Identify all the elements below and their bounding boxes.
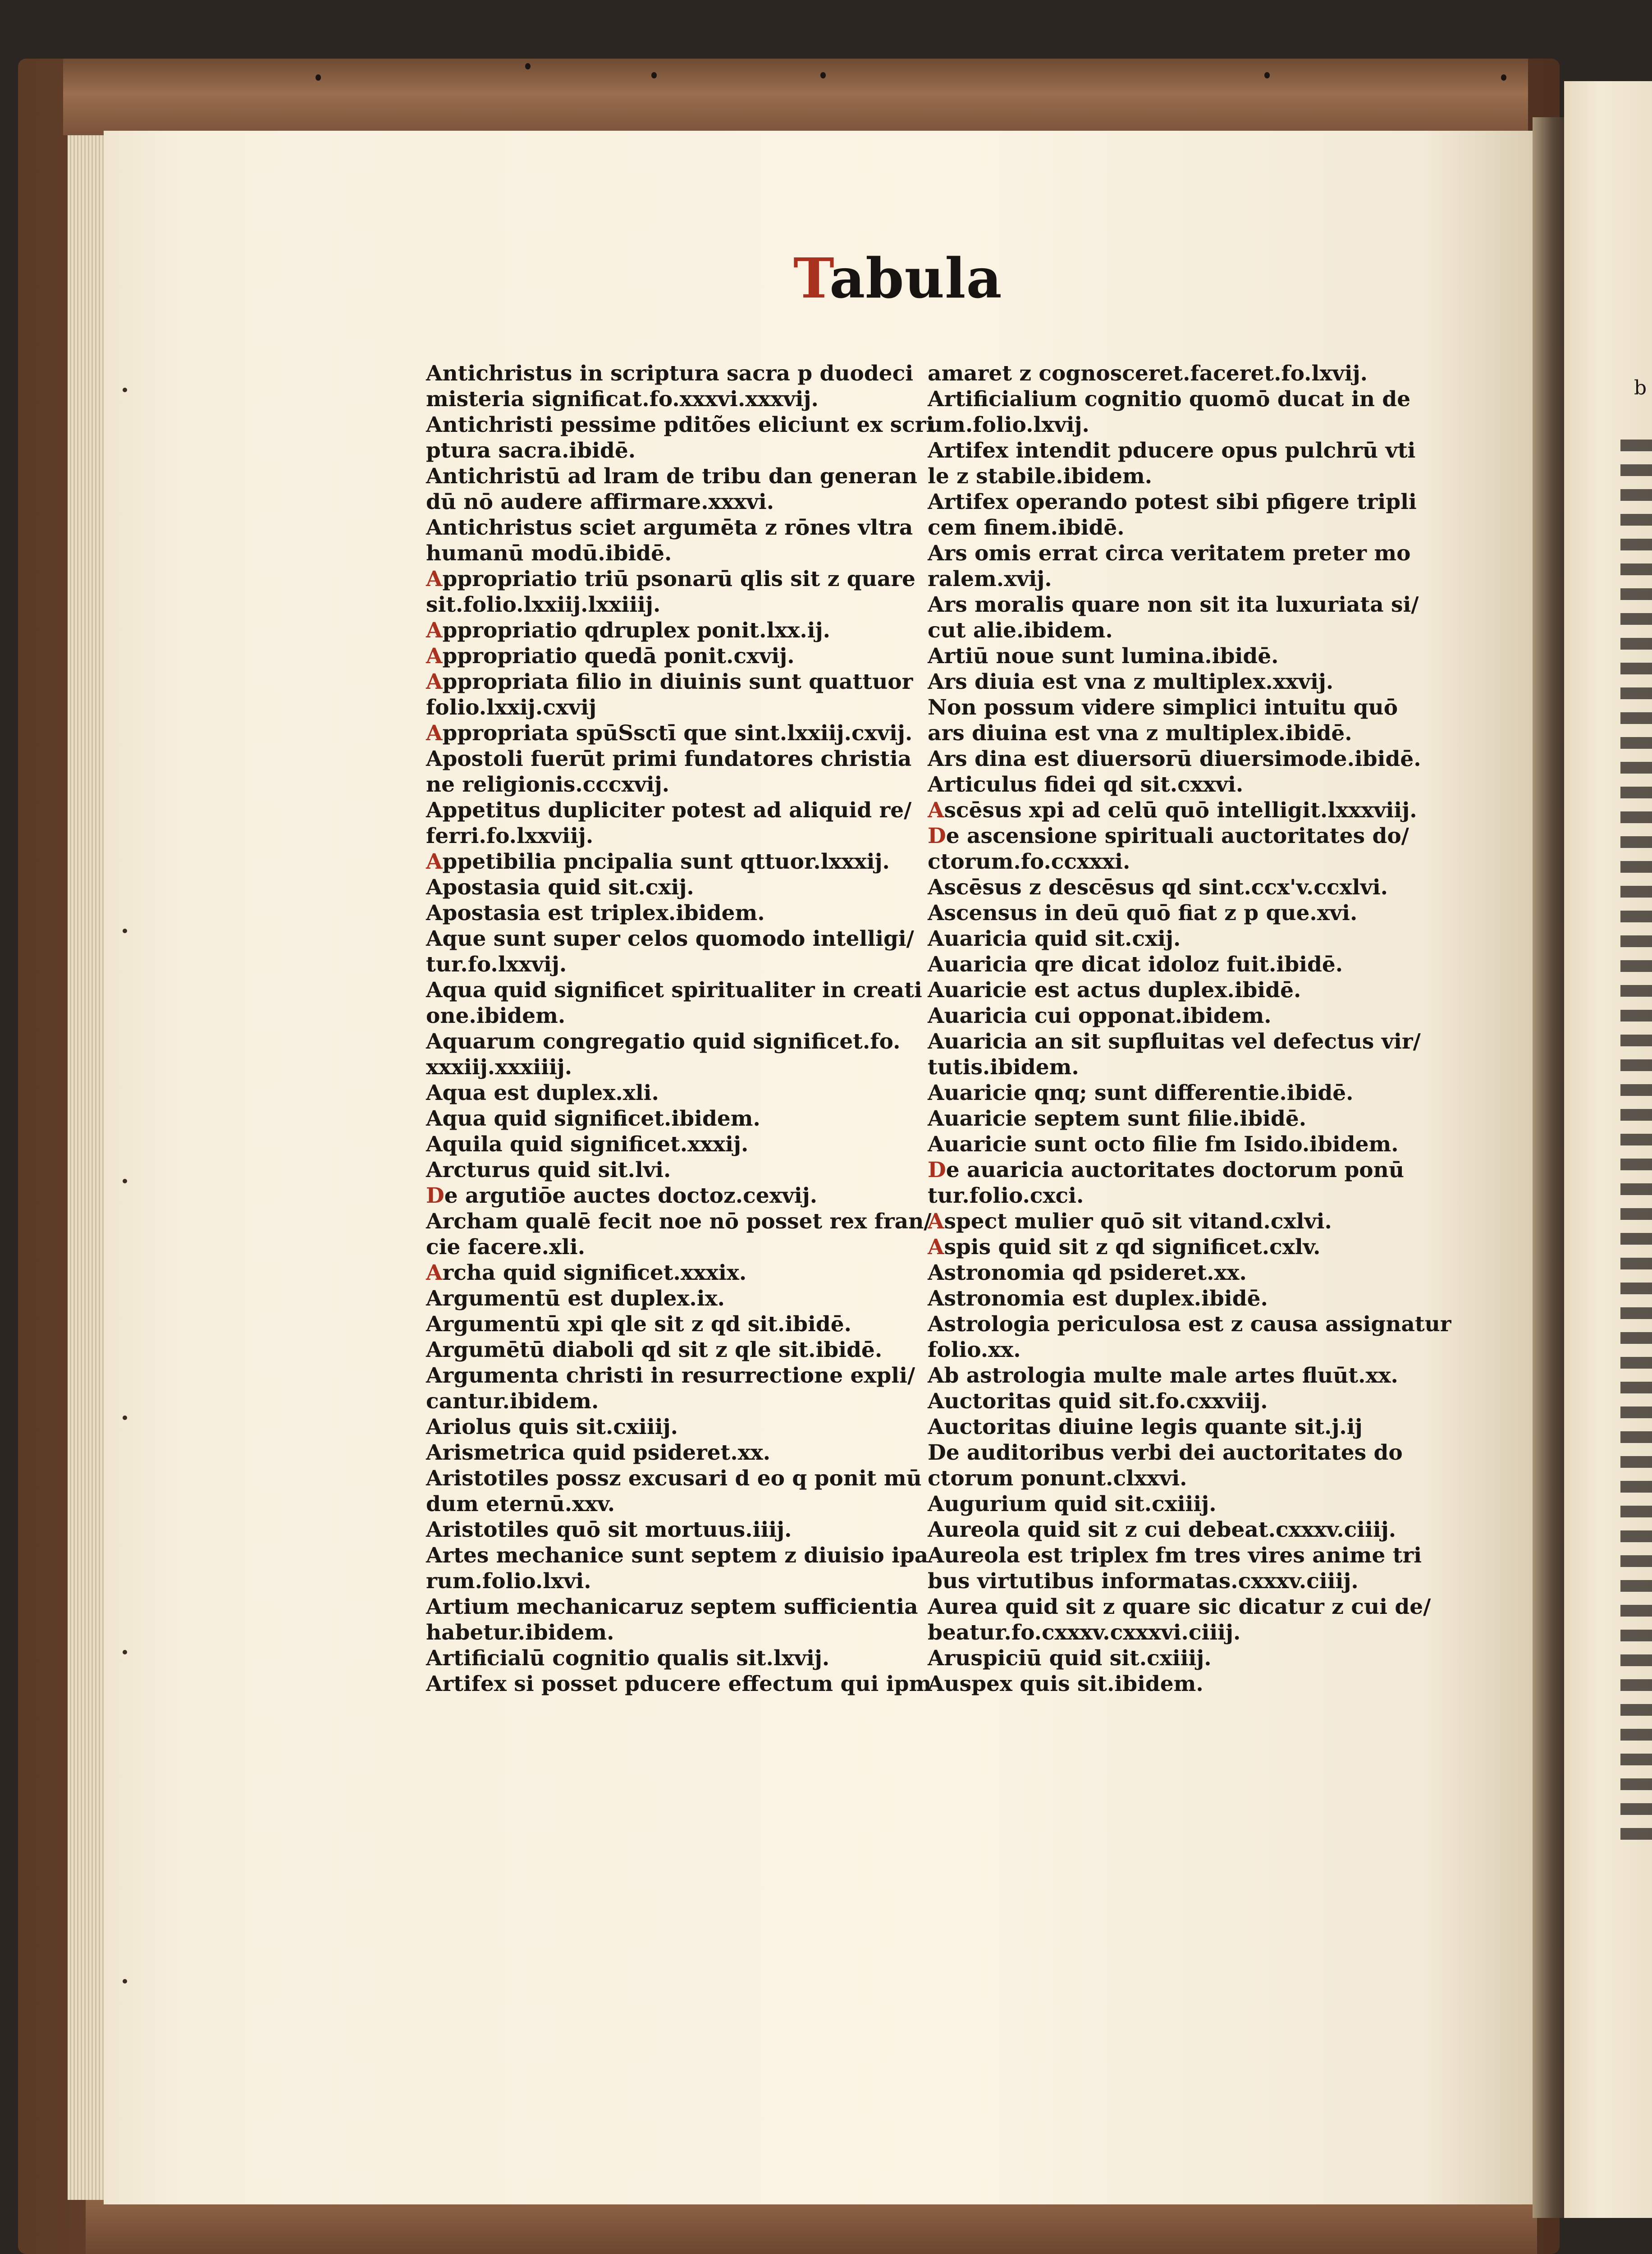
facing-page-text [1620, 1233, 1652, 1245]
prick-mark [123, 388, 127, 392]
index-entry-line: Articulus fidei qd sit.cxxvi. [928, 772, 1244, 797]
facing-page-text [1620, 1382, 1652, 1393]
index-entry-line: Auaricie septem sunt filie.ibidē. [928, 1106, 1307, 1131]
facing-page-text [1620, 1729, 1652, 1741]
index-entry-line: Antichristus in scriptura sacra p duodeci [426, 361, 914, 386]
index-entry-line: Artificialium cognitio quomō ducat in de [928, 387, 1411, 412]
entry-text: spect mulier quō sit vitand.cxlvi. [944, 1209, 1332, 1234]
index-entry-line: ne religionis.cccxvij. [426, 772, 670, 797]
index-entry-line: bus virtutibus informatas.cxxxv.ciiij. [928, 1569, 1359, 1594]
facing-page-text [1620, 1084, 1652, 1096]
index-entry-line: Arcturus quid sit.lvi. [426, 1158, 671, 1182]
facing-page-text [1620, 787, 1652, 798]
facing-page-text [1620, 1283, 1652, 1294]
signature-mark: b [1634, 376, 1647, 399]
index-entry-line: rum.folio.lxvi. [426, 1569, 591, 1594]
index-entry-line: Aquila quid significet.xxxij. [426, 1132, 749, 1157]
rubricated-initial: A [928, 798, 944, 823]
facing-page-text [1620, 1159, 1652, 1170]
index-entry-line: Artifex intendit pducere opus pulchrū vti [928, 438, 1416, 463]
entry-text: ppetibilia pncipalia sunt qttuor.lxxxij. [442, 849, 890, 874]
index-entry-line: ctorum.fo.ccxxxi. [928, 849, 1130, 874]
index-entry-line: sit.folio.lxxiij.lxxiiij. [426, 592, 661, 617]
rubricated-initial: A [426, 618, 443, 643]
index-entry-line: Auspex quis sit.ibidem. [928, 1672, 1204, 1696]
rubricated-initial: A [928, 1235, 944, 1260]
rubricated-initial: A [426, 721, 443, 746]
index-entry-line: ralem.xvij. [928, 567, 1052, 591]
facing-page-text [1620, 1431, 1652, 1443]
facing-page-text [1620, 1803, 1652, 1815]
facing-page-text [1620, 489, 1652, 501]
index-entry-line: Ascēsus z descēsus qd sint.ccx'v.ccxlvi. [928, 875, 1388, 900]
facing-page-text [1620, 762, 1652, 774]
entry-text: ppropriata filio in diuinis sunt quattuor [442, 669, 913, 694]
wormhole [1501, 74, 1506, 81]
entry-text: ppropriatio qdruplex ponit.lxx.ij. [442, 618, 830, 643]
entry-text: rcha quid significet.xxxix. [442, 1260, 747, 1285]
index-entry-line: Ars dina est diuersorū diuersimode.ibidē. [928, 747, 1421, 771]
rubricated-initial: A [426, 1260, 443, 1285]
facing-page-text [1620, 1357, 1652, 1369]
wormhole [651, 72, 657, 78]
facing-page-text [1620, 1704, 1652, 1716]
facing-page-text [1620, 1307, 1652, 1319]
facing-page-text [1620, 539, 1652, 550]
facing-page-text [1620, 1406, 1652, 1418]
index-entry-line [426, 566, 915, 592]
index-entry-line: Auaricia quid sit.cxij. [928, 926, 1181, 951]
facing-page-text [1620, 588, 1652, 600]
entry-text: ppropriata spūSsctī que sint.lxxiij.cxvij. [442, 721, 913, 746]
index-entry-line: Artifex si posset pducere effectum qui ipm [426, 1672, 932, 1696]
facing-page-text [1620, 985, 1652, 997]
wormhole [316, 74, 321, 81]
entry-text: e ascensione spirituali auctoritates do/ [946, 824, 1409, 848]
index-entry-line: Auaricie sunt octo filie fm Isido.ibidem. [928, 1132, 1399, 1157]
index-entry-line: tur.folio.cxci. [928, 1183, 1084, 1208]
facing-page-text [1620, 935, 1652, 947]
index-entry-line: ctorum ponunt.clxxvi. [928, 1466, 1187, 1491]
index-entry-line: Artifex operando potest sibi pfigere tripli [928, 490, 1417, 514]
index-entry-line: folio.lxxij.cxvij [426, 695, 597, 720]
facing-page-text [1620, 663, 1652, 674]
rubricated-initial: A [426, 849, 443, 874]
index-entry-line: Appetitus dupliciter potest ad aliquid re/ [426, 798, 912, 823]
index-entry-line: Auaricie qnq; sunt differentie.ibidē. [928, 1081, 1354, 1105]
index-entry-line [928, 823, 1410, 849]
index-entry-line: ferri.fo.lxxviij. [426, 824, 594, 848]
rubricated-initial: D [426, 1183, 444, 1208]
facing-page-text [1620, 886, 1652, 898]
prick-mark [123, 1179, 127, 1183]
rubricated-initial: A [426, 644, 443, 669]
index-entry-line [426, 849, 908, 875]
facing-page-text [1620, 1332, 1652, 1344]
index-entry-line: Auaricia an sit supfluitas vel defectus vir/ [928, 1029, 1421, 1054]
index-entry-line: cut alie.ibidem. [928, 618, 1113, 643]
index-entry-line [426, 720, 913, 746]
facing-page-text [1620, 737, 1652, 749]
index-entry-line: Aristotiles quō sit mortuus.iiij. [426, 1517, 792, 1542]
index-entry-line: Argumenta christi in resurrectione expli/ [426, 1363, 915, 1388]
index-entry-line: one.ibidem. [426, 1003, 566, 1028]
index-entry-line: Apostoli fuerūt primi fundatores christia [426, 747, 912, 771]
index-entry-line: Auaricia cui opponat.ibidem. [928, 1003, 1272, 1028]
index-entry-line: folio.xx. [928, 1338, 1021, 1362]
facing-page-text [1620, 1010, 1652, 1022]
index-entry-line: habetur.ibidem. [426, 1620, 614, 1645]
facing-page-text [1620, 1580, 1652, 1592]
facing-page-text [1620, 1605, 1652, 1617]
wormhole [820, 72, 826, 78]
facing-page-text [1620, 1134, 1652, 1145]
index-entry-line: Argumentū est duplex.ix. [426, 1286, 725, 1311]
index-entry-line: Aureola est triplex fm tres vires anime tri [928, 1543, 1422, 1568]
rubricated-initial: A [928, 1209, 944, 1234]
facing-page-text [1620, 1208, 1652, 1220]
index-entry-line: Aqua quid significet.ibidem. [426, 1106, 760, 1131]
facing-page-text [1620, 440, 1652, 451]
index-entry-line: Ariolus quis sit.cxiiij. [426, 1415, 678, 1439]
index-entry-line: Arismetrica quid psideret.xx. [426, 1440, 771, 1465]
facing-page-text [1620, 1679, 1652, 1691]
facing-page-text [1620, 836, 1652, 848]
facing-page-text [1620, 687, 1652, 699]
index-entry-line: Artium mechanicaruz septem sufficientia [426, 1594, 918, 1619]
index-entry-line: Augurium quid sit.cxiiij. [928, 1492, 1217, 1516]
facing-page-text [1620, 1183, 1652, 1195]
facing-page-text [1620, 464, 1652, 476]
index-entry-line: cem finem.ibidē. [928, 515, 1125, 540]
index-entry-line: misteria significat.fo.xxxvi.xxxvij. [426, 387, 819, 412]
index-entry-line: Auctoritas quid sit.fo.cxxviij. [928, 1389, 1268, 1414]
index-entry-line: dū nō audere affirmare.xxxvi. [426, 490, 774, 514]
prick-mark [123, 929, 127, 933]
index-entry-line: Aruspiciū quid sit.cxiiij. [928, 1646, 1212, 1671]
entry-text: scēsus xpi ad celū quō intelligit.lxxxviij. [944, 798, 1417, 823]
prick-mark [123, 1979, 127, 1984]
index-entry-line [928, 1234, 1410, 1260]
index-entry-line: Ars omis errat circa veritatem preter mo [928, 541, 1411, 566]
facing-page-text [1620, 1630, 1652, 1641]
facing-page-text [1620, 1258, 1652, 1269]
index-entry-line: De auditoribus verbi dei auctoritates do [928, 1440, 1403, 1465]
index-entry-line: Artiū noue sunt lumina.ibidē. [928, 644, 1279, 669]
index-entry-line: Aque sunt super celos quomodo intelligi/ [426, 926, 914, 951]
index-entry-line: Ars diuia est vna z multiplex.xxvij. [928, 669, 1334, 694]
index-entry-line: Aqua quid significet spiritualiter in creati [426, 978, 922, 1003]
index-entry-line [928, 1157, 1410, 1183]
facing-page-text [1620, 514, 1652, 526]
rubricated-initial: A [426, 669, 443, 694]
title-text: abula [829, 246, 1002, 311]
index-entry-line: tutis.ibidem. [928, 1055, 1079, 1080]
index-entry-line [928, 797, 1417, 823]
facing-page-text [1620, 1754, 1652, 1765]
index-entry-line: tur.fo.lxxvij. [426, 952, 567, 977]
index-entry-line: Auaricia qre dicat idoloz fuit.ibidē. [928, 952, 1343, 977]
facing-page-text [1620, 638, 1652, 650]
index-entry-line [426, 669, 913, 695]
index-entry-line: le z stabile.ibidem. [928, 464, 1153, 489]
facing-page-text [1620, 960, 1652, 972]
facing-page-text [1620, 861, 1652, 873]
prick-mark [123, 1650, 127, 1654]
facing-page-text [1620, 1506, 1652, 1517]
facing-page-text [1620, 1654, 1652, 1666]
facing-page-text [1620, 1828, 1652, 1840]
index-entry-line: Artificialū cognitio qualis sit.lxvij. [426, 1646, 830, 1671]
facing-page-text [1620, 1530, 1652, 1542]
index-entry-line: dum eternū.xxv. [426, 1492, 615, 1516]
facing-page-text [1620, 911, 1652, 922]
facing-page-text [1620, 1481, 1652, 1493]
index-entry-line [928, 1209, 1410, 1234]
facing-page-text [1620, 613, 1652, 625]
rubricated-initial: D [928, 1158, 946, 1182]
index-entry-line: xxxiij.xxxiiij. [426, 1055, 572, 1080]
facing-page-text [1620, 712, 1652, 724]
book-gutter [1533, 117, 1569, 2218]
rubricated-initial: D [928, 824, 946, 848]
index-entry-line: humanū modū.ibidē. [426, 541, 672, 566]
index-entry-line: cantur.ibidem. [426, 1389, 599, 1414]
index-entry-line: Astrologia periculosa est z causa assignatur [928, 1312, 1451, 1337]
index-entry-line: Ars moralis quare non sit ita luxuriata si/ [928, 592, 1419, 617]
index-column-left [426, 361, 934, 1697]
facing-page-text [1620, 811, 1652, 823]
entry-text: e auaricia auctoritates doctorum ponū [946, 1158, 1405, 1182]
index-entry-line: ars diuina est vna z multiplex.ibidē. [928, 721, 1352, 746]
index-entry-line: Aqua est duplex.xli. [426, 1081, 659, 1105]
entry-text: ppropriatio triū psonarū qlis sit z quare [442, 567, 915, 591]
entry-text: spis quid sit z qd significet.cxlv. [944, 1235, 1321, 1260]
rubricated-initial: A [426, 567, 443, 591]
index-column-right [928, 361, 1451, 1697]
facing-page-text [1620, 1555, 1652, 1567]
facing-page-text [1620, 1059, 1652, 1071]
index-entry-line: Astronomia qd psideret.xx. [928, 1260, 1247, 1285]
wormhole [525, 63, 531, 69]
index-entry-line: Non possum videre simplici intuitu quō [928, 695, 1398, 720]
index-entry-line: Apostasia est triplex.ibidem. [426, 901, 765, 925]
index-entry-line: Apostasia quid sit.cxij. [426, 875, 694, 900]
index-entry-line: Aurea quid sit z quare sic dicatur z cui de/ [928, 1594, 1431, 1619]
index-entry-line: cie facere.xli. [426, 1235, 586, 1260]
index-entry-line: Antichristi pessime pditões eliciunt ex scri [426, 412, 934, 437]
index-entry-line: amaret z cognosceret.faceret.fo.lxvij. [928, 361, 1368, 386]
index-entry-line: Antichristus sciet argumēta z rōnes vltra [426, 515, 913, 540]
index-entry-line: Aquarum congregatio quid significet.fo. [426, 1029, 901, 1054]
index-entry-line: Astronomia est duplex.ibidē. [928, 1286, 1268, 1311]
index-entry-line: Ascensus in deū quō fiat z p que.xvi. [928, 901, 1358, 925]
facing-page-text [1620, 1778, 1652, 1790]
index-entry-line: Ab astrologia multe male artes fluūt.xx. [928, 1363, 1398, 1388]
index-entry-line [426, 1183, 908, 1209]
title-rubricated-initial: T [793, 246, 830, 311]
index-entry-line: Aristotiles possz excusari d eo q ponit mū [426, 1466, 922, 1491]
bottom-board-edge [86, 2200, 1537, 2254]
facing-page-text [1620, 1456, 1652, 1468]
right-page-fragment [1564, 81, 1652, 2218]
facing-page-text [1620, 1109, 1652, 1121]
index-entry-line: Auctoritas diuine legis quante sit.j.ij [928, 1415, 1363, 1439]
top-board-edge [63, 59, 1528, 135]
index-entry-line [426, 643, 908, 669]
wormhole [1264, 72, 1270, 78]
index-entry-line: um.folio.lxvij. [928, 412, 1089, 437]
entry-text: e argutiōe auctes doctoz.cexvij. [444, 1183, 818, 1208]
index-entry-line [426, 1260, 908, 1286]
index-entry-line: ptura sacra.ibidē. [426, 438, 636, 463]
index-entry-line: Aureola quid sit z cui debeat.cxxxv.ciiij. [928, 1517, 1396, 1542]
index-entry-line: Argumentū xpi qle sit z qd sit.ibidē. [426, 1312, 852, 1337]
index-entry-line [426, 618, 908, 643]
page-title [793, 246, 1002, 311]
index-entry-line: Auaricie est actus duplex.ibidē. [928, 978, 1301, 1003]
index-entry-line: Antichristū ad lram de tribu dan generan [426, 464, 918, 489]
prick-mark [123, 1416, 127, 1420]
index-entry-line: Archam qualē fecit noe nō posset rex fran/ [426, 1209, 932, 1234]
entry-text: ppropriatio quedā ponit.cxvij. [442, 644, 795, 669]
index-entry-line: beatur.fo.cxxxv.cxxxvi.ciiij. [928, 1620, 1241, 1645]
index-entry-line: Artes mechanice sunt septem z diuisio ipa [426, 1543, 929, 1568]
facing-page-text [1620, 564, 1652, 575]
index-entry-line: Argumētū diaboli qd sit z qle sit.ibidē. [426, 1338, 883, 1362]
facing-page-text [1620, 1035, 1652, 1046]
